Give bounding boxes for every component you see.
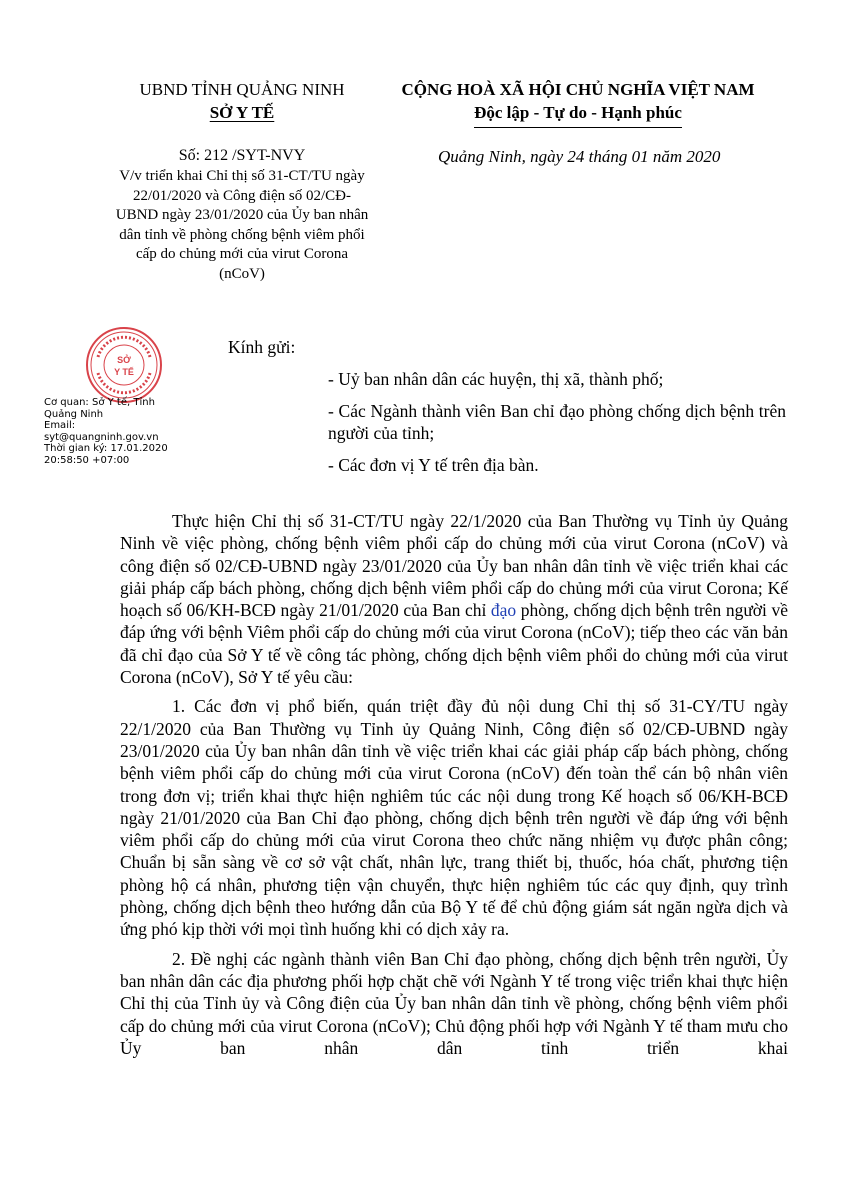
body-paragraph [120,510,788,688]
paragraph-text: Thực hiện Chỉ thị số 31-CT/TU ngày 22/1/2020 của Ban Thường vụ Tỉnh ủy Quảng Ninh về việc phòng, chống bệnh viêm phổi cấp do chủng mới của virut Corona (nCoV) và công điện số 02/CĐ-UBND ngày 23/01/2020 của Ủy ban nhân dân tỉnh về việc triển khai các giải pháp cấp bách phòng, chống dịch bệnh viêm phổi cấp do chủng mới của virut Corona; Kế hoạch số 06/KH-BCĐ ngày 21/01/2020 của Ban chỉ [120,511,788,621]
greeting-label: Kính gửi: [228,337,296,357]
issuing-authority: UBND TỈNH QUẢNG NINH [139,80,345,99]
motto-text: Độc lập - Tự do - Hạnh phúc [474,103,682,128]
signer-line: Quảng Ninh [44,408,104,420]
svg-text:Y TẾ: Y TẾ [114,367,134,377]
national-motto [368,103,788,128]
document-number: Số: 212 /SYT-NVY [178,147,306,164]
national-title: CỘNG HOÀ XÃ HỘI CHỦ NGHĨA VIỆT NAM [401,80,755,99]
highlighted-link-text[interactable]: đạo [490,600,517,621]
signer-line: syt@quangninh.gov.vn [44,431,159,443]
department-name-text: SỞ Y TẾ [209,103,275,122]
paragraph-text: phòng, chống dịch bệnh trên người về đáp ứng với bệnh Viêm phổi cấp do chủng mới của virut Corona (nCoV); tiếp theo các văn bản đã chỉ đạo của Sở Y tế về công tác phòng, chống dịch bệnh viêm phổi do chủng mới của virut Corona (nCoV), Sở Y tế yêu cầu: [120,600,788,688]
official-stamp-icon [84,325,164,405]
signer-line: Email: [44,420,76,431]
signer-line: Thời gian ký: 17.01.2020 [44,443,168,454]
signer-line: 20:58:50 +07:00 [44,454,130,466]
department-name [112,103,372,123]
issue-date: Quảng Ninh, ngày 24 tháng 01 năm 2020 [438,147,721,166]
body-paragraph: 2. Đề nghị các ngành thành viên Ban Chỉ đạo phòng, chống dịch bệnh trên người, Ủy ban nhân dân các địa phương phối hợp chặt chẽ với Ngành Y tế trong việc triển khai thực hiện Chỉ thị của Tỉnh ủy và Công điện của Ủy ban nhân dân tỉnh về phòng, chống bệnh viêm phổi cấp do chủng mới của virut Corona (nCoV); Chủ động phối hợp với Ngành Y tế tham mưu cho Ủy ban nhân dân tỉnh triển khai [120,948,788,1058]
svg-text:SỞ: SỞ [117,355,131,365]
recipient-item: - Các Ngành thành viên Ban chỉ đạo phòng chống dịch bệnh trên người của tỉnh; [328,401,786,443]
document-subject: V/v triển khai Chỉ thị số 31-CT/TU ngày 22/01/2020 và Công điện số 02/CĐ-UBND ngày 23/01/2020 của Ủy ban nhân dân tỉnh về phòng chống bệnh viêm phổi cấp do chủng mới của virut Corona (nCoV) [115,168,369,282]
body-paragraph: 1. Các đơn vị phổ biến, quán triệt đầy đủ nội dung Chỉ thị số 31-CY/TU ngày 22/1/2020 của Ban Thường vụ Tỉnh ủy Quảng Ninh, Công điện số 02/CĐ-UBND ngày 23/01/2020 của Ủy ban nhân dân tỉnh về việc triển khai các giải pháp cấp bách phòng, chống bệnh viêm phổi cấp do chủng mới của virut Corona (nCoV) đến toàn thể cán bộ nhân viên trong đơn vị; triển khai thực hiện nghiêm túc các nội dung trong Kế hoạch số 06/KH-BCĐ ngày 21/01/2020 của Ban Chỉ đạo phòng, chống dịch bệnh trên người về đáp ứng với bệnh viêm phổi cấp do chủng mới của virut Corona theo chức năng nhiệm vụ được phân công; Chuẩn bị sẵn sàng về cơ sở vật chất, nhân lực, trang thiết bị, thuốc, hóa chất, phương tiện phòng hộ cá nhân, phương tiện vận chuyển, thực hiện nghiêm túc các quy định, quy trình phòng, chống dịch bệnh theo hướng dẫn của Bộ Y tế để chủ động giám sát ngăn ngừa dịch và ứng phó kịp thời với mọi tình huống khi có dịch xảy ra. [120,696,788,940]
signer-line: Cơ quan: Sở Y tế, Tỉnh [44,397,155,408]
recipient-item: - Các đơn vị Y tế trên địa bàn. [328,455,539,475]
document-body [120,510,788,1066]
digital-signature-info [44,397,194,466]
recipient-item: - Uỷ ban nhân dân các huyện, thị xã, thành phố; [328,369,664,389]
